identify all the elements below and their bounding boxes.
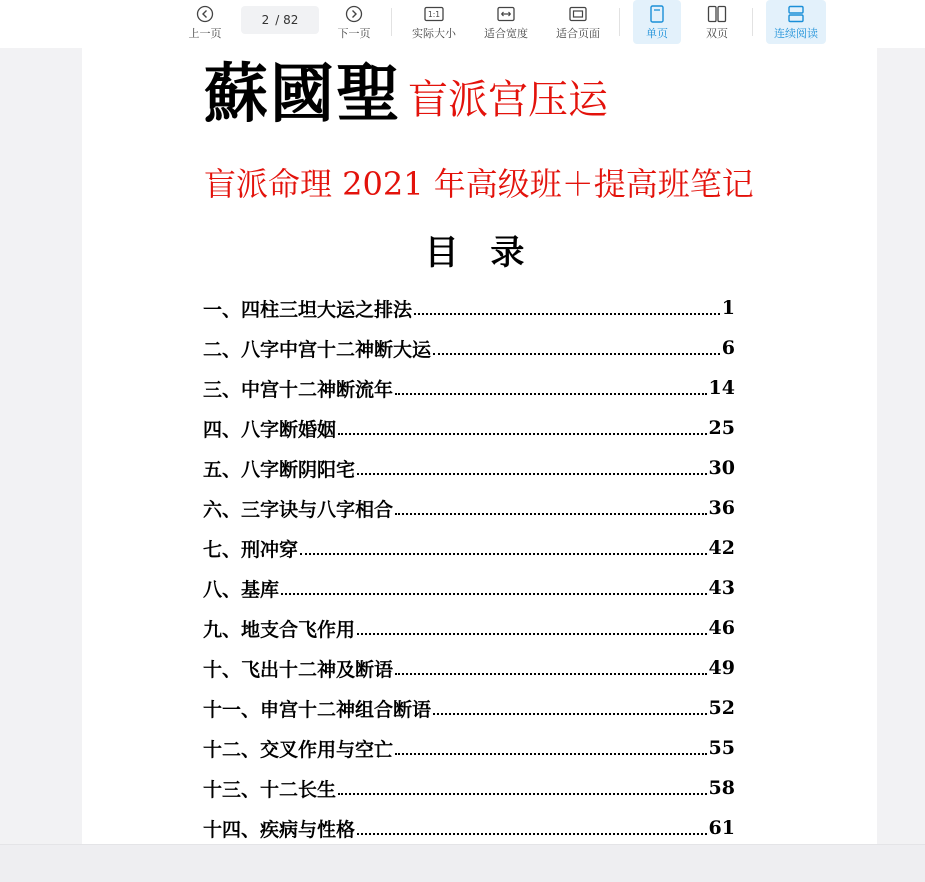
document-subtitle: 盲派命理 2021 年高级班＋提高班笔记 bbox=[204, 165, 754, 203]
toc-entry-title: 三、中宫十二神断流年 bbox=[203, 378, 394, 401]
toc-entry-page: 30 bbox=[708, 457, 735, 479]
toc-leader bbox=[357, 633, 707, 635]
fit-width-button[interactable] bbox=[480, 0, 532, 44]
double-page-label: 双页 bbox=[706, 27, 728, 40]
actual-size-label: 实际大小 bbox=[412, 27, 456, 40]
single-page-label: 单页 bbox=[646, 27, 668, 40]
toc-entry-title: 十、飞出十二神及断语 bbox=[203, 658, 394, 681]
brand-title: 蘇國聖 bbox=[204, 57, 402, 132]
toc-entry[interactable] bbox=[203, 448, 735, 488]
toc-leader bbox=[395, 393, 707, 395]
toc-entry-title: 八、基库 bbox=[203, 578, 280, 601]
toc-entry-page: 42 bbox=[708, 537, 735, 559]
toc-leader bbox=[395, 673, 707, 675]
toc-leader bbox=[281, 593, 707, 595]
title-line bbox=[204, 57, 608, 132]
bottom-status-bar bbox=[0, 844, 925, 882]
total-pages: / 82 bbox=[275, 13, 299, 27]
toc-entry-page: 55 bbox=[708, 737, 735, 759]
toc-entry-title: 四、八字断婚姻 bbox=[203, 418, 337, 441]
fit-page-button[interactable] bbox=[552, 0, 604, 44]
fit-page-label: 适合页面 bbox=[556, 27, 600, 40]
prev-page-label: 上一页 bbox=[188, 27, 222, 40]
continuous-reading-icon bbox=[785, 3, 807, 25]
toc-entry-page: 52 bbox=[708, 697, 735, 719]
current-page-input[interactable]: 2 bbox=[261, 13, 270, 27]
toc-leader bbox=[357, 473, 707, 475]
toc-entry[interactable] bbox=[203, 568, 735, 608]
toc-entry-page: 1 bbox=[721, 297, 735, 319]
toc-entry-page: 61 bbox=[708, 817, 735, 839]
reader-toolbar bbox=[0, 0, 925, 48]
single-page-button[interactable] bbox=[633, 0, 681, 44]
toc-leader bbox=[433, 713, 707, 715]
toc-leader bbox=[395, 513, 707, 515]
fit-width-icon bbox=[495, 3, 517, 25]
single-page-icon bbox=[646, 3, 668, 25]
toc-entry[interactable] bbox=[203, 288, 735, 328]
toc-entry[interactable] bbox=[203, 728, 735, 768]
toc-leader bbox=[338, 433, 707, 435]
toc-entry[interactable] bbox=[203, 528, 735, 568]
toc-entry[interactable] bbox=[203, 768, 735, 808]
actual-size-button[interactable] bbox=[408, 0, 460, 44]
toc-entry[interactable] bbox=[203, 408, 735, 448]
next-page-button[interactable] bbox=[333, 0, 375, 44]
toc-entry-title: 九、地支合飞作用 bbox=[203, 618, 356, 641]
toolbar-divider bbox=[391, 8, 392, 36]
toc-entry[interactable] bbox=[203, 808, 735, 844]
toc-entry-page: 43 bbox=[708, 577, 735, 599]
toc-leader bbox=[414, 313, 720, 315]
toc-entry-title: 六、三字诀与八字相合 bbox=[203, 498, 394, 521]
chevron-left-circle-icon bbox=[194, 3, 216, 25]
double-page-icon bbox=[706, 3, 728, 25]
toc-entry[interactable] bbox=[203, 328, 735, 368]
table-of-contents bbox=[203, 288, 735, 844]
toc-entry-page: 6 bbox=[721, 337, 735, 359]
continuous-reading-button[interactable] bbox=[766, 0, 826, 44]
toc-entry-page: 14 bbox=[708, 377, 735, 399]
prev-page-button[interactable] bbox=[184, 0, 226, 44]
toc-entry-title: 二、八字中宫十二神断大运 bbox=[203, 338, 432, 361]
fit-width-label: 适合宽度 bbox=[484, 27, 528, 40]
double-page-button[interactable] bbox=[695, 0, 739, 44]
toc-entry[interactable] bbox=[203, 488, 735, 528]
toc-entry-title: 五、八字断阴阳宅 bbox=[203, 458, 356, 481]
page-indicator[interactable] bbox=[241, 6, 319, 34]
toc-entry-title: 十三、十二长生 bbox=[203, 778, 337, 801]
brand-subtitle: 盲派宫压运 bbox=[408, 77, 608, 123]
document-page bbox=[82, 48, 877, 844]
toc-entry-page: 25 bbox=[708, 417, 735, 439]
toc-entry-title: 十四、疾病与性格 bbox=[203, 818, 356, 841]
toc-leader bbox=[395, 753, 707, 755]
toc-leader bbox=[338, 793, 707, 795]
toc-leader bbox=[433, 353, 720, 355]
toc-entry-page: 36 bbox=[708, 497, 735, 519]
toc-entry-page: 49 bbox=[708, 657, 735, 679]
toolbar-divider bbox=[619, 8, 620, 36]
toc-entry-page: 58 bbox=[708, 777, 735, 799]
actual-size-icon bbox=[423, 3, 445, 25]
toc-entry-title: 一、四柱三坦大运之排法 bbox=[203, 298, 413, 321]
toolbar-divider bbox=[752, 8, 753, 36]
toc-entry-title: 七、刑冲穿 bbox=[203, 538, 299, 561]
toc-leader bbox=[357, 833, 707, 835]
toc-leader bbox=[300, 553, 707, 555]
toc-entry[interactable] bbox=[203, 608, 735, 648]
continuous-reading-label: 连续阅读 bbox=[774, 27, 818, 40]
toc-entry[interactable] bbox=[203, 368, 735, 408]
toc-entry-page: 46 bbox=[708, 617, 735, 639]
toc-entry-title: 十一、申宫十二神组合断语 bbox=[203, 698, 432, 721]
toc-entry-title: 十二、交叉作用与空亡 bbox=[203, 738, 394, 761]
actual-size-glyph: 1:1 bbox=[427, 10, 441, 20]
toc-entry[interactable] bbox=[203, 688, 735, 728]
toc-entry[interactable] bbox=[203, 648, 735, 688]
fit-page-icon bbox=[567, 3, 589, 25]
next-page-label: 下一页 bbox=[337, 27, 371, 40]
toc-heading: 目 录 bbox=[424, 233, 535, 273]
chevron-right-circle-icon bbox=[343, 3, 365, 25]
